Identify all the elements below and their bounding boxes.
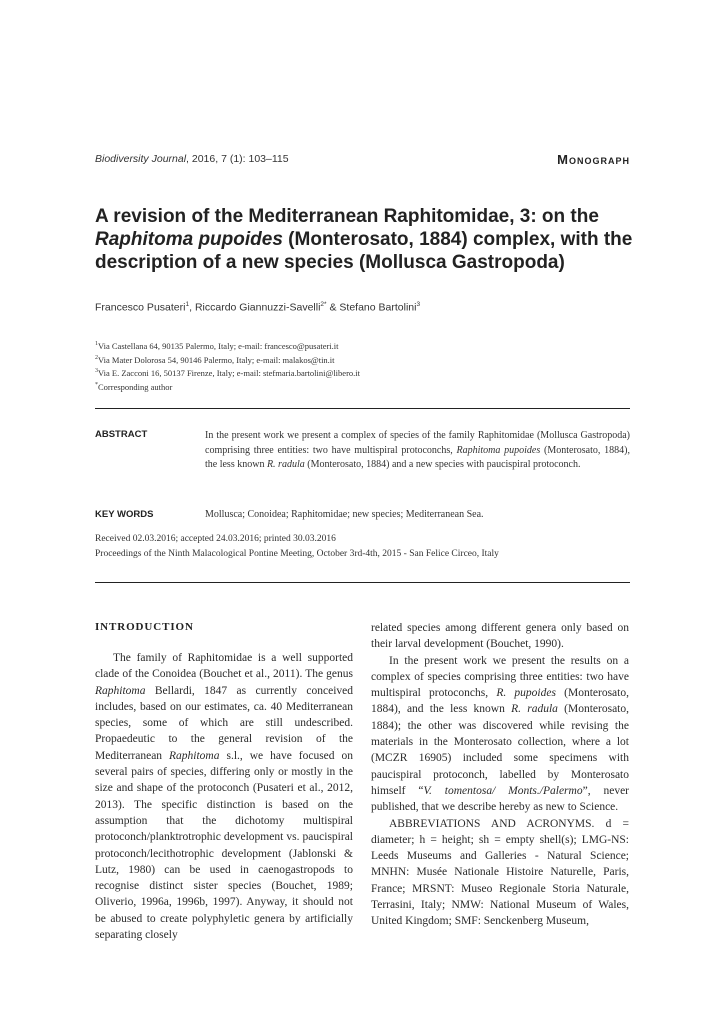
keywords-label: KEY WORDS (95, 509, 154, 520)
genus-name: Raphitoma (95, 684, 146, 697)
paragraph (371, 653, 629, 816)
abstract-species: Raphitoma pupoides (456, 444, 541, 456)
species-name: R. radula (511, 703, 558, 716)
section-type: Monograph (557, 152, 630, 167)
author-3: Stefano Bartolini (339, 301, 417, 314)
author-separator: , (189, 301, 195, 314)
paragraph-continued: related species among different genera only based on their larval development (Bouchet, 1990). (371, 622, 629, 651)
abstract-species: R. radula (266, 459, 305, 471)
affiliation-3 (95, 366, 360, 380)
label-quote: V. tomentosa/ Monts./Palermo (423, 784, 583, 797)
journal-volume-pages: , 2016, 7 (1): 103–115 (186, 153, 289, 165)
abstract-segment: (Monterosato, 1884) and a new species with paucispiral protoconch. (304, 459, 581, 471)
body-column-right (371, 620, 629, 930)
text-segment: s.l., we have focused on several pairs of species, differing only or mostly in the size and shape of the protoconch (Pusateri et al., 2012, 2013). The specific distinction is based on the assumption that the dichotomy multispiral protoconch/planktrotrophic development vs. paucispiral protoconch/lecithotrophic development (Jablonski & Lutz, 1980) can be used in caenogastropods to recognise distinct sister species (Bouchet, 1989; Oliverio, 1996a, 1996b, 1997). Anyway, it should not be abused to create polyphyletic genera by artificially separating closely (95, 749, 353, 942)
journal-name: Biodiversity Journal (95, 153, 187, 165)
publication-dates (95, 532, 499, 561)
author-1-affil: 1 (185, 301, 190, 308)
abstract-label: ABSTRACT (95, 429, 148, 440)
bottom-divider (95, 582, 630, 583)
text-segment: In the present work we present the results on a complex of species comprising three entities: two have multispiral protoconchs, (371, 654, 629, 700)
author-list (95, 301, 420, 314)
body-column-left (95, 650, 353, 943)
title-part-3: (Monterosato, 1884) complex, with the description of a new species (Mollusca Gastropoda) (95, 229, 633, 273)
author-3-affil: 3 (416, 301, 421, 308)
affiliations (95, 339, 360, 393)
text-segment: The family of Raphitomidae is a well supported clade of the Conoidea (Bouchet et al., 2011). The genus (95, 652, 353, 681)
top-divider (95, 408, 630, 409)
abstract-segment: (Monterosato, 1884), the less known (205, 444, 630, 471)
text-segment: Bellardi, 1847 as currently conceived includes, based on our estimates, ca. 40 Mediterranean species, some of which are still undescribed. Propaedeutic to the general revision of the Mediterranean (95, 684, 353, 762)
affiliation-2 (95, 353, 360, 367)
species-name: R. pupoides (496, 687, 556, 700)
paragraph (95, 650, 353, 943)
affiliation-marker: * (95, 381, 98, 388)
introduction-heading: INTRODUCTION (95, 621, 194, 633)
affiliation-corresponding (95, 380, 360, 394)
affiliation-text: Via E. Zacconi 16, 50137 Firenze, Italy; e-mail: stefmaria.bartolini@libero.it (98, 367, 360, 378)
affiliation-marker: 3 (95, 368, 98, 375)
journal-citation (95, 153, 289, 165)
text-segment: (Monterosato, 1884); the other was discovered while revising the materials in the Monterosato collection, where a lot (MCZR 16905) included some specimens with paucispiral protoconch, labelled by Monterosato himself “ (371, 703, 629, 797)
keywords-text: Mollusca; Conoidea; Raphitomidae; new species; Mediterranean Sea. (205, 509, 484, 520)
affiliation-text: Corresponding author (98, 381, 173, 392)
author-separator: & (326, 301, 340, 314)
paper-title (95, 205, 640, 274)
abstract-text (205, 429, 630, 473)
abstract-segment: In the present work we present a complex of species of the family Raphitomidae (Mollusca Gastropoda) comprising three entities: two have multispiral protoconchs, (205, 430, 630, 456)
author-2-affil: 2* (320, 301, 327, 308)
affiliation-marker: 1 (95, 341, 98, 347)
affiliation-text: Via Mater Dolorosa 54, 90146 Palermo, Italy; e-mail: malakos@tin.it (98, 354, 335, 365)
author-1: Francesco Pusateri (95, 301, 186, 314)
genus-name: Raphitoma (169, 749, 220, 762)
text-segment: (Monterosato, 1884), and the less known (371, 687, 629, 716)
text-segment: ”, never published, that we describe hereby as new to Science. (371, 784, 629, 814)
affiliation-1 (95, 339, 360, 353)
received-dates: Received 02.03.2016; accepted 24.03.2016; printed 30.03.2016 (95, 534, 336, 544)
title-part-1: A revision of the Mediterranean Raphitomidae, 3: on the (95, 206, 599, 227)
title-species: Raphitoma pupoides (95, 229, 283, 250)
affiliation-text: Via Castellana 64, 90135 Palermo, Italy; e-mail: francesco@pusateri.it (98, 340, 339, 351)
author-2: Riccardo Giannuzzi-Savelli (194, 301, 321, 314)
abbreviations-paragraph: ABBREVIATIONS AND ACRONYMS. d = diameter; h = height; sh = empty shell(s); LMG-NS: Leeds Museums and Galleries - Natural Science; MNHN: Musée Nationale Histoire Naturelle, Paris, France; MRSNT: Museo Regionale Storia Naturale, Terrasini, Italy; NMW: National Museum of Wales, United Kingdom; SMF: Senckenberg Museum, (371, 817, 629, 928)
affiliation-marker: 2 (95, 354, 98, 361)
proceedings-note: Proceedings of the Ninth Malacological Pontine Meeting, October 3rd-4th, 2015 - San Felice Circeo, Italy (95, 548, 499, 559)
